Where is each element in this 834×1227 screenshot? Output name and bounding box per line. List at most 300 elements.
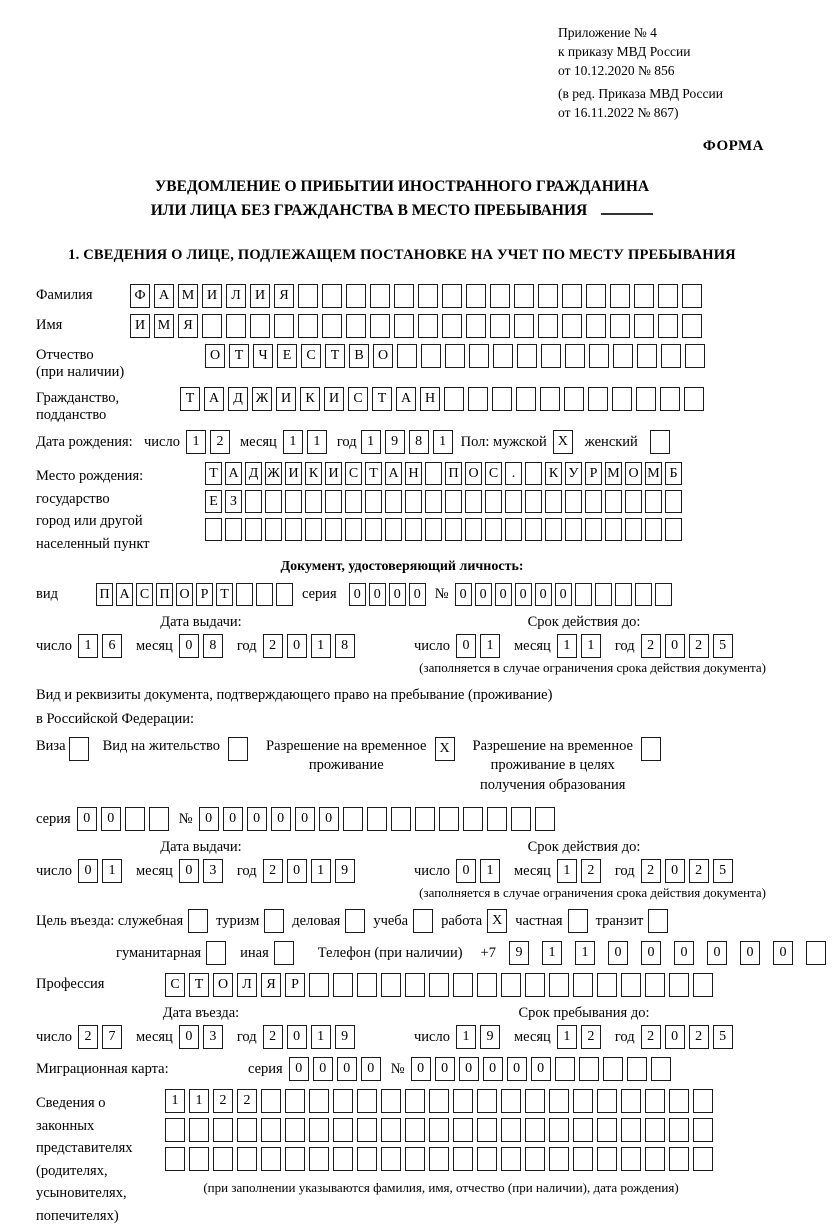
char-cell bbox=[603, 1057, 623, 1081]
entry-stay-dates bbox=[36, 1005, 768, 1049]
male-checkbox: X bbox=[553, 430, 573, 454]
char-cell: П bbox=[156, 583, 173, 606]
patronymic-cells bbox=[205, 344, 709, 368]
char-cell: 1 bbox=[581, 634, 601, 658]
char-cell bbox=[562, 314, 582, 338]
citizenship-row bbox=[36, 387, 768, 424]
char-cell bbox=[345, 518, 362, 541]
residence-doc-options bbox=[36, 737, 768, 796]
char-cell: 3 bbox=[203, 1025, 223, 1049]
char-cell bbox=[525, 1147, 545, 1171]
char-cell: 2 bbox=[689, 859, 709, 883]
char-cell bbox=[541, 344, 561, 368]
char-cell bbox=[429, 1118, 449, 1142]
stay-until-group bbox=[414, 1005, 754, 1049]
char-cell: 0 bbox=[179, 634, 199, 658]
other-purpose-checkbox bbox=[274, 941, 294, 965]
char-cell: И bbox=[276, 387, 296, 411]
char-cell bbox=[621, 1089, 641, 1113]
char-cell bbox=[265, 518, 282, 541]
char-cell bbox=[165, 1147, 185, 1171]
char-cell bbox=[585, 518, 602, 541]
year-label: год bbox=[236, 862, 257, 879]
form-title-line2: ИЛИ ЛИЦА БЕЗ ГРАЖДАНСТВА В МЕСТО ПРЕБЫВАНИЯ bbox=[46, 199, 758, 223]
char-cell bbox=[405, 1089, 425, 1113]
residence-expiry-group bbox=[414, 839, 754, 883]
profession-cells bbox=[165, 973, 717, 997]
char-cell: А bbox=[385, 462, 402, 485]
char-cell bbox=[333, 1089, 353, 1113]
humanitarian-label: гуманитарная bbox=[116, 944, 202, 961]
char-cell bbox=[202, 314, 222, 338]
char-cell: 0 bbox=[101, 807, 121, 831]
char-cell: А bbox=[154, 284, 174, 308]
char-cell bbox=[405, 1147, 425, 1171]
char-cell bbox=[370, 314, 390, 338]
char-cell bbox=[465, 518, 482, 541]
char-cell: 7 bbox=[102, 1025, 122, 1049]
char-cell bbox=[237, 1118, 257, 1142]
char-cell bbox=[256, 583, 273, 606]
day-label: число bbox=[414, 637, 450, 654]
business-checkbox bbox=[345, 909, 365, 933]
char-cell bbox=[444, 387, 464, 411]
month-label: месяц bbox=[135, 862, 173, 879]
char-cell bbox=[597, 1089, 617, 1113]
year-label: год bbox=[336, 433, 357, 450]
char-cell: 0 bbox=[475, 583, 492, 606]
char-cell: М bbox=[605, 462, 622, 485]
migration-card-row bbox=[36, 1057, 768, 1081]
transit-label: транзит bbox=[595, 912, 644, 929]
char-cell bbox=[357, 1089, 377, 1113]
char-cell: 1 bbox=[433, 430, 453, 454]
title-underline bbox=[601, 213, 653, 215]
char-cell: 8 bbox=[335, 634, 355, 658]
char-cell bbox=[645, 1089, 665, 1113]
char-cell: 2 bbox=[263, 634, 283, 658]
char-cell: И bbox=[202, 284, 222, 308]
char-cell bbox=[597, 973, 617, 997]
char-cell bbox=[385, 518, 402, 541]
char-cell: 0 bbox=[179, 859, 199, 883]
birth-place-cells-1 bbox=[205, 462, 685, 485]
issue-month-cells bbox=[179, 634, 227, 658]
char-cell bbox=[394, 284, 414, 308]
char-cell bbox=[213, 1147, 233, 1171]
identity-doc-heading: Документ, удостоверяющий личность: bbox=[280, 559, 524, 575]
char-cell: 1 bbox=[361, 430, 381, 454]
char-cell: 9 bbox=[480, 1025, 500, 1049]
char-cell: 0 bbox=[456, 859, 476, 883]
char-cell: 1 bbox=[165, 1089, 185, 1113]
char-cell: 8 bbox=[409, 430, 429, 454]
stay-year-cells bbox=[641, 1025, 737, 1049]
char-cell bbox=[445, 344, 465, 368]
tourism-checkbox bbox=[264, 909, 284, 933]
char-cell bbox=[645, 1147, 665, 1171]
char-cell bbox=[285, 1089, 305, 1113]
official-checkbox bbox=[188, 909, 208, 933]
char-cell: 0 bbox=[507, 1057, 527, 1081]
issue-day-cells bbox=[78, 859, 126, 883]
char-cell bbox=[405, 518, 422, 541]
char-cell bbox=[660, 387, 680, 411]
char-cell: 0 bbox=[455, 583, 472, 606]
temp-residence-checkbox: X bbox=[435, 737, 455, 761]
issue-month-cells bbox=[179, 859, 227, 883]
char-cell: 0 bbox=[435, 1057, 455, 1081]
char-cell bbox=[621, 1118, 641, 1142]
char-cell bbox=[516, 387, 536, 411]
char-cell bbox=[285, 1147, 305, 1171]
private-label: частная bbox=[515, 912, 563, 929]
char-cell bbox=[309, 973, 329, 997]
issue-heading: Дата выдачи: bbox=[160, 839, 242, 856]
residence-intro-line2: в Российской Федерации: bbox=[36, 710, 195, 727]
char-cell bbox=[285, 490, 302, 513]
expiry-month-cells bbox=[557, 859, 605, 883]
char-cell bbox=[669, 1118, 689, 1142]
month-label: месяц bbox=[513, 637, 551, 654]
female-checkbox bbox=[650, 430, 670, 454]
char-cell bbox=[540, 387, 560, 411]
char-cell bbox=[573, 973, 593, 997]
char-cell bbox=[429, 1147, 449, 1171]
char-cell bbox=[322, 284, 342, 308]
char-cell: 0 bbox=[459, 1057, 479, 1081]
char-cell: А bbox=[116, 583, 133, 606]
year-label: год bbox=[614, 637, 635, 654]
birth-year-cells bbox=[361, 430, 457, 454]
birth-month-cells bbox=[283, 430, 331, 454]
appendix-line: от 10.12.2020 № 856 bbox=[558, 62, 675, 78]
char-cell: 0 bbox=[773, 941, 793, 965]
char-cell bbox=[265, 490, 282, 513]
char-cell bbox=[669, 973, 689, 997]
char-cell: И bbox=[250, 284, 270, 308]
char-cell bbox=[385, 490, 402, 513]
tourism-label: туризм bbox=[216, 912, 260, 929]
char-cell bbox=[693, 1089, 713, 1113]
issue-year-cells bbox=[263, 859, 359, 883]
char-cell bbox=[514, 314, 534, 338]
char-cell: Ф bbox=[130, 284, 150, 308]
char-cell bbox=[405, 973, 425, 997]
char-cell bbox=[586, 314, 606, 338]
char-cell: 9 bbox=[335, 1025, 355, 1049]
char-cell bbox=[637, 344, 657, 368]
char-cell: 0 bbox=[361, 1057, 381, 1081]
appendix-line: к приказу МВД России bbox=[558, 43, 691, 59]
char-cell: Д bbox=[245, 462, 262, 485]
humanitarian-checkbox bbox=[206, 941, 226, 965]
gender-label: Пол: мужской bbox=[460, 433, 547, 450]
char-cell bbox=[682, 314, 702, 338]
birth-place-row bbox=[36, 462, 768, 555]
edition-line: от 16.11.2022 № 867) bbox=[558, 104, 679, 120]
char-cell: О bbox=[373, 344, 393, 368]
char-cell: 5 bbox=[713, 859, 733, 883]
expiry-heading: Срок действия до: bbox=[527, 839, 641, 856]
char-cell bbox=[333, 1118, 353, 1142]
char-cell: 0 bbox=[531, 1057, 551, 1081]
char-cell: У bbox=[565, 462, 582, 485]
char-cell bbox=[588, 387, 608, 411]
char-cell: 0 bbox=[535, 583, 552, 606]
char-cell bbox=[693, 1118, 713, 1142]
char-cell: 2 bbox=[581, 1025, 601, 1049]
char-cell: Я bbox=[274, 284, 294, 308]
doc-number-label: № bbox=[434, 586, 449, 603]
char-cell bbox=[501, 1118, 521, 1142]
char-cell bbox=[605, 490, 622, 513]
surname-row bbox=[36, 284, 768, 308]
char-cell bbox=[492, 387, 512, 411]
representatives-label: Сведения о законных представителях (родителях, усыновителях, попечителях) bbox=[36, 1095, 133, 1224]
char-cell bbox=[535, 807, 555, 831]
char-cell bbox=[485, 518, 502, 541]
char-cell bbox=[525, 490, 542, 513]
char-cell bbox=[625, 518, 642, 541]
day-label: число bbox=[414, 862, 450, 879]
char-cell bbox=[236, 583, 253, 606]
char-cell: 0 bbox=[349, 583, 366, 606]
char-cell bbox=[357, 1118, 377, 1142]
char-cell: С bbox=[165, 973, 185, 997]
char-cell bbox=[453, 1147, 473, 1171]
char-cell bbox=[625, 490, 642, 513]
work-label: работа bbox=[441, 912, 483, 929]
char-cell: Н bbox=[420, 387, 440, 411]
char-cell bbox=[573, 1089, 593, 1113]
migration-series-label: серия bbox=[248, 1060, 283, 1077]
char-cell bbox=[274, 314, 294, 338]
char-cell bbox=[453, 1089, 473, 1113]
char-cell: Т bbox=[229, 344, 249, 368]
migration-number-label: № bbox=[390, 1060, 405, 1077]
char-cell bbox=[525, 973, 545, 997]
char-cell bbox=[325, 518, 342, 541]
temp-residence-education-label: Разрешение на временное проживание в целях получения образования bbox=[472, 737, 633, 793]
stay-heading: Срок пребывания до: bbox=[518, 1005, 650, 1022]
char-cell bbox=[309, 1147, 329, 1171]
char-cell: Р bbox=[585, 462, 602, 485]
char-cell bbox=[365, 518, 382, 541]
char-cell bbox=[405, 1118, 425, 1142]
migration-card-label: Миграционная карта: bbox=[36, 1060, 169, 1077]
char-cell: 0 bbox=[271, 807, 291, 831]
char-cell bbox=[429, 973, 449, 997]
birth-place-label: Место рождения: государство город или другой населенный пункт bbox=[36, 468, 150, 552]
char-cell bbox=[597, 1118, 617, 1142]
char-cell bbox=[418, 314, 438, 338]
entry-heading: Дата въезда: bbox=[162, 1005, 240, 1022]
char-cell: 3 bbox=[203, 859, 223, 883]
char-cell bbox=[261, 1118, 281, 1142]
char-cell bbox=[370, 284, 390, 308]
char-cell: С bbox=[136, 583, 153, 606]
char-cell bbox=[477, 1118, 497, 1142]
char-cell: 1 bbox=[78, 634, 98, 658]
char-cell: 0 bbox=[665, 859, 685, 883]
char-cell: 0 bbox=[555, 583, 572, 606]
temp-residence-label: Разрешение на временное проживание bbox=[266, 737, 427, 774]
form-label: ФОРМА bbox=[702, 138, 764, 155]
char-cell bbox=[549, 1118, 569, 1142]
char-cell: 0 bbox=[740, 941, 760, 965]
char-cell bbox=[586, 284, 606, 308]
char-cell: 2 bbox=[263, 1025, 283, 1049]
visit-purpose-row bbox=[36, 909, 768, 933]
char-cell: Б bbox=[665, 462, 682, 485]
option-residence-permit bbox=[103, 737, 252, 761]
char-cell: 0 bbox=[295, 807, 315, 831]
surname-cells bbox=[130, 284, 706, 308]
char-cell: Ж bbox=[252, 387, 272, 411]
char-cell bbox=[205, 518, 222, 541]
char-cell bbox=[322, 314, 342, 338]
char-cell: Я bbox=[261, 973, 281, 997]
surname-label: Фамилия bbox=[36, 287, 93, 304]
char-cell bbox=[806, 941, 826, 965]
char-cell bbox=[125, 807, 145, 831]
char-cell: О bbox=[205, 344, 225, 368]
char-cell bbox=[333, 973, 353, 997]
char-cell: А bbox=[396, 387, 416, 411]
char-cell: 2 bbox=[78, 1025, 98, 1049]
day-label: число bbox=[144, 433, 180, 450]
char-cell bbox=[597, 1147, 617, 1171]
char-cell: Н bbox=[405, 462, 422, 485]
expiry-year-cells bbox=[641, 634, 737, 658]
residence-series-label: серия bbox=[36, 810, 71, 827]
char-cell: 0 bbox=[77, 807, 97, 831]
form-title bbox=[46, 175, 758, 223]
char-cell: Е bbox=[205, 490, 222, 513]
char-cell: Т bbox=[325, 344, 345, 368]
char-cell: 0 bbox=[411, 1057, 431, 1081]
char-cell bbox=[505, 490, 522, 513]
work-checkbox: X bbox=[487, 909, 507, 933]
char-cell bbox=[425, 518, 442, 541]
entry-year-cells bbox=[263, 1025, 359, 1049]
char-cell: Т bbox=[372, 387, 392, 411]
char-cell: С bbox=[348, 387, 368, 411]
char-cell bbox=[245, 490, 262, 513]
char-cell: 0 bbox=[674, 941, 694, 965]
char-cell bbox=[405, 490, 422, 513]
char-cell: 2 bbox=[213, 1089, 233, 1113]
char-cell bbox=[309, 1118, 329, 1142]
char-cell: 8 bbox=[203, 634, 223, 658]
migration-number-cells bbox=[411, 1057, 675, 1081]
char-cell bbox=[661, 344, 681, 368]
char-cell: 0 bbox=[287, 1025, 307, 1049]
residence-series-row bbox=[36, 807, 768, 831]
char-cell: 0 bbox=[483, 1057, 503, 1081]
char-cell bbox=[634, 314, 654, 338]
char-cell bbox=[415, 807, 435, 831]
residence-series-cells bbox=[77, 807, 173, 831]
char-cell bbox=[621, 1147, 641, 1171]
phone-prefix: +7 bbox=[480, 944, 496, 961]
year-label: год bbox=[614, 1028, 635, 1045]
char-cell: 0 bbox=[289, 1057, 309, 1081]
char-cell: 1 bbox=[575, 941, 595, 965]
char-cell bbox=[365, 490, 382, 513]
char-cell bbox=[189, 1118, 209, 1142]
char-cell: Л bbox=[226, 284, 246, 308]
char-cell: 1 bbox=[542, 941, 562, 965]
char-cell bbox=[612, 387, 632, 411]
char-cell bbox=[285, 1118, 305, 1142]
char-cell: 2 bbox=[210, 430, 230, 454]
char-cell: С bbox=[485, 462, 502, 485]
char-cell bbox=[225, 518, 242, 541]
char-cell bbox=[613, 344, 633, 368]
appendix-line: Приложение № 4 bbox=[558, 25, 657, 40]
birth-place-grid bbox=[205, 462, 685, 546]
temp-residence-education-checkbox bbox=[641, 737, 661, 761]
char-cell bbox=[501, 973, 521, 997]
char-cell bbox=[684, 387, 704, 411]
char-cell bbox=[538, 314, 558, 338]
char-cell: 1 bbox=[307, 430, 327, 454]
char-cell bbox=[538, 284, 558, 308]
char-cell bbox=[149, 807, 169, 831]
char-cell: 2 bbox=[641, 634, 661, 658]
char-cell bbox=[645, 973, 665, 997]
char-cell: З bbox=[225, 490, 242, 513]
char-cell: П bbox=[445, 462, 462, 485]
expiry-month-cells bbox=[557, 634, 605, 658]
char-cell: 1 bbox=[480, 634, 500, 658]
residence-permit-label: Вид на жительство bbox=[102, 737, 221, 754]
char-cell: 1 bbox=[557, 1025, 577, 1049]
citizenship-cells bbox=[180, 387, 708, 411]
birth-place-cells-3 bbox=[205, 518, 685, 541]
patronymic-row bbox=[36, 344, 768, 381]
char-cell bbox=[421, 344, 441, 368]
char-cell: О bbox=[465, 462, 482, 485]
representatives-cells-1 bbox=[165, 1089, 717, 1113]
char-cell: Р bbox=[285, 973, 305, 997]
issue-heading: Дата выдачи: bbox=[160, 614, 242, 631]
female-label: женский bbox=[584, 433, 638, 450]
char-cell: 9 bbox=[385, 430, 405, 454]
char-cell: 0 bbox=[707, 941, 727, 965]
char-cell: 1 bbox=[186, 430, 206, 454]
birth-place-cells-2 bbox=[205, 490, 685, 513]
expiry-heading: Срок действия до: bbox=[527, 614, 641, 631]
char-cell bbox=[565, 490, 582, 513]
char-cell: 0 bbox=[247, 807, 267, 831]
char-cell: 0 bbox=[287, 859, 307, 883]
char-cell: 2 bbox=[237, 1089, 257, 1113]
name-label: Имя bbox=[36, 317, 63, 334]
char-cell bbox=[525, 462, 542, 485]
visa-label: Виза bbox=[36, 737, 66, 754]
char-cell: 1 bbox=[189, 1089, 209, 1113]
char-cell: К bbox=[545, 462, 562, 485]
char-cell bbox=[418, 284, 438, 308]
char-cell bbox=[325, 490, 342, 513]
char-cell bbox=[333, 1147, 353, 1171]
char-cell: И bbox=[130, 314, 150, 338]
representatives-caption: (при заполнении указываются фамилия, имя, отчество (при наличии), дата рождения) bbox=[203, 1180, 679, 1196]
char-cell bbox=[445, 490, 462, 513]
